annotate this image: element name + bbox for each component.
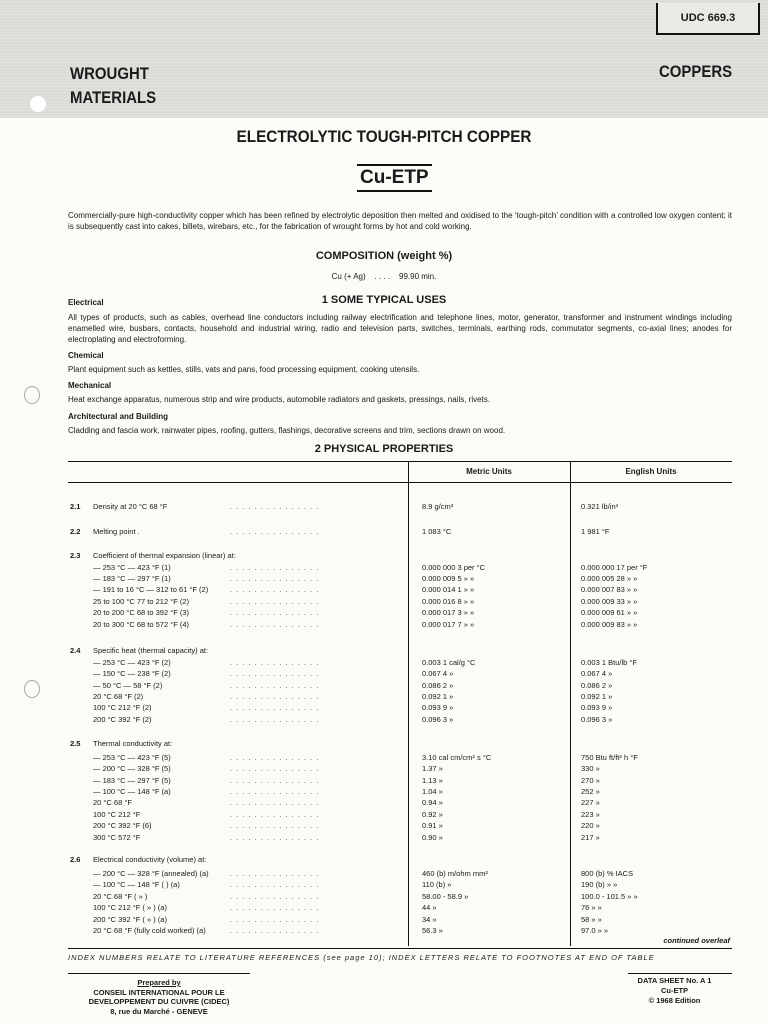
row-label: 20 °C 68 °F bbox=[93, 798, 132, 807]
metric-value: 56.3 » bbox=[422, 926, 443, 935]
leader-dots: . . . . . . . . . . . . . . . bbox=[230, 608, 320, 617]
english-value: 0.000 007 83 » » bbox=[581, 585, 638, 594]
metric-value: 3.10 cal cm/cm² s °C bbox=[422, 753, 492, 762]
row-label: — 253 °C — 423 °F (2) bbox=[93, 658, 171, 667]
english-value: 0.093 9 » bbox=[581, 703, 613, 712]
column-header-metric: Metric Units bbox=[466, 467, 512, 476]
table-row bbox=[0, 681, 768, 691]
english-value: 0.000 009 33 » » bbox=[581, 597, 638, 606]
leader-dots: . . . . . . . . . . . . . . . bbox=[230, 915, 320, 924]
leader-dots: . . . . . . . . . . . . . . . bbox=[230, 903, 320, 912]
table-row bbox=[0, 669, 768, 679]
table-row bbox=[0, 608, 768, 618]
english-value: 97.0 » » bbox=[581, 926, 609, 935]
row-label: — 200 °C — 328 °F (annealed) (a) bbox=[93, 869, 209, 878]
row-label: 20 to 200 °C 68 to 392 °F (3) bbox=[93, 608, 190, 617]
table-rule bbox=[68, 482, 732, 483]
table-row bbox=[0, 833, 768, 843]
continued-note: continued overleaf bbox=[663, 936, 730, 945]
english-value: 0.096 3 » bbox=[581, 715, 613, 724]
row-label: 200 °C 392 °F (2) bbox=[93, 715, 152, 724]
composition-line bbox=[0, 272, 768, 281]
row-label: — 183 °C — 297 °F (1) bbox=[93, 574, 171, 583]
english-value: 0.000 009 83 » » bbox=[581, 620, 638, 629]
english-value: 0.000 005 28 » » bbox=[581, 574, 638, 583]
row-label: 20 to 300 °C 68 to 572 °F (4) bbox=[93, 620, 190, 629]
table-row bbox=[0, 892, 768, 902]
row-label: Thermal conductivity at: bbox=[93, 739, 173, 748]
leader-dots: . . . . . . . . . . . . . . . bbox=[230, 597, 320, 606]
metric-value: 1.13 » bbox=[422, 776, 443, 785]
english-value: 750 Btu ft/ft² h °F bbox=[581, 753, 638, 762]
udc-code: UDC 669.3 bbox=[656, 3, 760, 35]
row-number: 2.4 bbox=[70, 646, 81, 655]
row-label: 200 °C 392 °F ( » ) (a) bbox=[93, 915, 167, 924]
prepared-by-label: Prepared by bbox=[137, 978, 181, 987]
table-row bbox=[0, 903, 768, 913]
uses-title: 1 SOME TYPICAL USES bbox=[321, 294, 447, 306]
column-header-english: English Units bbox=[625, 467, 677, 476]
org-line-2: DEVELOPPEMENT DU CUIVRE (CIDEC) bbox=[88, 997, 230, 1006]
use-heading: Mechanical bbox=[68, 381, 112, 390]
english-value: 190 (b) » » bbox=[581, 880, 618, 889]
table-row bbox=[0, 574, 768, 584]
section-label-wrought: WROUGHT bbox=[70, 64, 149, 83]
table-row bbox=[0, 869, 768, 879]
data-sheet-block bbox=[617, 976, 732, 1006]
metric-value: 8.9 g/cm³ bbox=[422, 502, 454, 511]
english-value: 270 » bbox=[581, 776, 600, 785]
row-number: 2.3 bbox=[70, 551, 81, 560]
table-row bbox=[0, 597, 768, 607]
english-value: 76 » » bbox=[581, 903, 602, 912]
header-band bbox=[0, 0, 768, 118]
table-row bbox=[0, 715, 768, 725]
english-value: 0.092 1 » bbox=[581, 692, 613, 701]
use-text: Plant equipment such as kettles, stills, vats and pans, food processing equipment, cooking utensils. bbox=[68, 365, 420, 374]
metric-value: 0.000 009 5 » » bbox=[422, 574, 475, 583]
leader-dots: . . . . . . . . . . . . . . . bbox=[230, 563, 320, 572]
punch-hole-icon bbox=[24, 386, 40, 404]
use-text: Heat exchange apparatus, numerous strip and wire products, automobile radiators and gaskets, pressings, nails, rivets. bbox=[68, 395, 490, 404]
leader-dots: . . . . . . . . . . . . . . . bbox=[230, 753, 320, 762]
metric-value: 1.37 » bbox=[422, 764, 443, 773]
footer-rule bbox=[628, 973, 732, 974]
table-row bbox=[0, 620, 768, 630]
english-value: 220 » bbox=[581, 821, 600, 830]
row-label: 300 °C 572 °F bbox=[93, 833, 141, 842]
table-row bbox=[0, 776, 768, 786]
leader-dots: . . . . . . . . . . . . . . . bbox=[230, 585, 320, 594]
leader-dots: . . . . . . . . . . . . . . . bbox=[230, 620, 320, 629]
english-value: 1 981 °F bbox=[581, 527, 610, 536]
leader-dots: . . . . . . . . . . . . . . . bbox=[230, 798, 320, 807]
metric-value: 1 083 °C bbox=[422, 527, 452, 536]
leader-dots: . . . . . . . . . . . . . . . bbox=[230, 669, 320, 678]
metric-value: 1.04 » bbox=[422, 787, 443, 796]
row-label: — 253 °C — 423 °F (5) bbox=[93, 753, 171, 762]
row-label: — 100 °C — 148 °F (a) bbox=[93, 787, 171, 796]
row-label: — 150 °C — 238 °F (2) bbox=[93, 669, 171, 678]
leader-dots: . . . . . . . . . . . . . . . bbox=[230, 692, 320, 701]
metric-value: 0.92 » bbox=[422, 810, 443, 819]
row-label: Density at 20 °C 68 °F bbox=[93, 502, 168, 511]
page-title: ELECTROLYTIC TOUGH-PITCH COPPER bbox=[236, 127, 532, 146]
table-row bbox=[0, 551, 768, 561]
leader-dots: . . . . . . . . . . . . . . . bbox=[230, 703, 320, 712]
metric-value: 460 (b) m/ohm mm² bbox=[422, 869, 488, 878]
intro-paragraph: Commercially-pure high-conductivity copper which has been refined by electrolytic deposition then melted and oxidised to the ‘tough-pitch’ condition with a controlled low oxygen content; it is subsequently cast into cakes, billets, wirebars, etc., for the fabrication of wrought forms by hot and cold working. bbox=[68, 211, 732, 231]
table-row bbox=[0, 798, 768, 808]
table-row bbox=[0, 926, 768, 936]
leader-dots: . . . . . . . . . . . . . . . bbox=[230, 833, 320, 842]
use-text: Cladding and fascia work, rainwater pipes, roofing, gutters, flashings, decorative screens and trim, sections drawn on wood. bbox=[68, 426, 506, 435]
table-row bbox=[0, 787, 768, 797]
metric-value: 0.086 2 » bbox=[422, 681, 454, 690]
english-value: 0.086 2 » bbox=[581, 681, 613, 690]
metric-value: 110 (b) » bbox=[422, 880, 452, 889]
composition-element: Cu (+ Ag) bbox=[331, 272, 366, 281]
table-row bbox=[0, 585, 768, 595]
use-heading: Architectural and Building bbox=[68, 412, 169, 421]
use-text: All types of products, such as cables, overhead line conductors including railway electrification and telephone lines, motor, generator, transformer and instrument windings including enamelled wire, busbars, contacts, household and industrial wiring, radio and television parts, switches, terminals, earthing rods, commutator segments, co-axial lines; anodes for electroplating and electroforming. bbox=[68, 313, 732, 344]
metric-value: 0.000 014 1 » » bbox=[422, 585, 475, 594]
metric-value: 0.092 1 » bbox=[422, 692, 454, 701]
metric-value: 44 » bbox=[422, 903, 437, 912]
english-value: 100.0 - 101.5 » » bbox=[581, 892, 638, 901]
metric-value: 0.91 » bbox=[422, 821, 443, 830]
table-row bbox=[0, 703, 768, 713]
table-row bbox=[0, 880, 768, 890]
section-label-materials: MATERIALS bbox=[70, 88, 157, 107]
metric-value: 0.90 » bbox=[422, 833, 443, 842]
table-rule bbox=[68, 948, 732, 949]
metric-value: 58.00 - 58.9 » bbox=[422, 892, 469, 901]
english-value: 800 (b) % IACS bbox=[581, 869, 634, 878]
metric-value: 34 » bbox=[422, 915, 437, 924]
row-label: 25 to 100 °C 77 to 212 °F (2) bbox=[93, 597, 190, 606]
index-note: INDEX NUMBERS RELATE TO LITERATURE REFERENCES (see page 10); INDEX LETTERS RELATE TO FOOTNOTES AT END OF TABLE bbox=[68, 953, 655, 962]
section-label-left bbox=[70, 62, 156, 110]
row-label: — 50 °C — 58 °F (2) bbox=[93, 681, 163, 690]
row-label: 100 °C 212 °F ( » ) (a) bbox=[93, 903, 167, 912]
row-label: Specific heat (thermal capacity) at: bbox=[93, 646, 209, 655]
table-row bbox=[0, 764, 768, 774]
leader-dots: . . . . . . . . . . . . . . . bbox=[230, 764, 320, 773]
org-address: 8, rue du Marché - GENEVE bbox=[110, 1006, 208, 1016]
row-number: 2.2 bbox=[70, 527, 81, 536]
composition-dots: . . . . bbox=[374, 272, 391, 281]
english-value: 252 » bbox=[581, 787, 600, 796]
leader-dots: . . . . . . . . . . . . . . . bbox=[230, 787, 320, 796]
data-sheet-edition: © 1968 Edition bbox=[648, 996, 701, 1005]
row-label: Electrical conductivity (volume) at: bbox=[93, 855, 207, 864]
row-label: — 183 °C — 297 °F (5) bbox=[93, 776, 171, 785]
row-label: — 253 °C — 423 °F (1) bbox=[93, 563, 171, 572]
row-label: Melting point . bbox=[93, 527, 140, 536]
row-label: 100 °C 212 °F bbox=[93, 810, 141, 819]
prepared-by-block bbox=[68, 973, 250, 1016]
row-label: 200 °C 392 °F (6) bbox=[93, 821, 152, 830]
table-row bbox=[0, 502, 768, 512]
row-number: 2.5 bbox=[70, 739, 81, 748]
metric-value: 0.096 3 » bbox=[422, 715, 454, 724]
physical-title: 2 PHYSICAL PROPERTIES bbox=[314, 443, 454, 455]
table-row bbox=[0, 753, 768, 763]
row-label: — 200 °C — 328 °F (5) bbox=[93, 764, 171, 773]
leader-dots: . . . . . . . . . . . . . . . bbox=[230, 527, 320, 536]
row-number: 2.6 bbox=[70, 855, 81, 864]
table-row bbox=[0, 855, 768, 865]
row-number: 2.1 bbox=[70, 502, 81, 511]
leader-dots: . . . . . . . . . . . . . . . bbox=[230, 574, 320, 583]
metric-value: 0.000 017 7 » » bbox=[422, 620, 475, 629]
row-label: — 100 °C — 148 °F ( ) (a) bbox=[93, 880, 180, 889]
leader-dots: . . . . . . . . . . . . . . . bbox=[230, 810, 320, 819]
table-row bbox=[0, 527, 768, 537]
row-label: 100 °C 212 °F (2) bbox=[93, 703, 152, 712]
english-value: 227 » bbox=[581, 798, 600, 807]
metric-value: 0.000 016 8 » » bbox=[422, 597, 475, 606]
english-value: 0.321 lb/in³ bbox=[581, 502, 619, 511]
leader-dots: . . . . . . . . . . . . . . . bbox=[230, 681, 320, 690]
english-value: 0.000 009 61 » » bbox=[581, 608, 638, 617]
table-row bbox=[0, 810, 768, 820]
table-rule bbox=[68, 461, 732, 462]
leader-dots: . . . . . . . . . . . . . . . bbox=[230, 892, 320, 901]
use-heading: Chemical bbox=[68, 351, 104, 360]
table-row bbox=[0, 915, 768, 925]
row-label: Coefficient of thermal expansion (linear) at: bbox=[93, 551, 236, 560]
english-value: 58 » » bbox=[581, 915, 602, 924]
alloy-designation: Cu-ETP bbox=[357, 164, 432, 192]
english-value: 0.067 4 » bbox=[581, 669, 613, 678]
punch-hole-icon bbox=[30, 96, 46, 112]
data-sheet-number: DATA SHEET No. A 1 bbox=[637, 976, 712, 985]
org-line-1: CONSEIL INTERNATIONAL POUR LE bbox=[93, 987, 225, 997]
metric-value: 0.067 4 » bbox=[422, 669, 454, 678]
use-heading: Electrical bbox=[68, 298, 104, 307]
row-label: — 191 to 16 °C — 312 to 61 °F (2) bbox=[93, 585, 209, 594]
leader-dots: . . . . . . . . . . . . . . . bbox=[230, 776, 320, 785]
composition-value: 99.90 min. bbox=[399, 272, 437, 281]
row-label: 20 °C 68 °F ( » ) bbox=[93, 892, 148, 901]
leader-dots: . . . . . . . . . . . . . . . bbox=[230, 658, 320, 667]
table-row bbox=[0, 563, 768, 573]
section-label-right: COPPERS bbox=[658, 62, 732, 81]
data-sheet-code: Cu-ETP bbox=[660, 986, 689, 995]
english-value: 330 » bbox=[581, 764, 600, 773]
table-row bbox=[0, 692, 768, 702]
metric-value: 0.093 9 » bbox=[422, 703, 454, 712]
english-value: 0.000 000 17 per °F bbox=[581, 563, 648, 572]
english-value: 0.003 1 Btu/lb °F bbox=[581, 658, 637, 667]
table-row bbox=[0, 739, 768, 749]
table-row bbox=[0, 821, 768, 831]
row-label: 20 °C 68 °F (2) bbox=[93, 692, 144, 701]
table-row bbox=[0, 658, 768, 668]
leader-dots: . . . . . . . . . . . . . . . bbox=[230, 869, 320, 878]
leader-dots: . . . . . . . . . . . . . . . bbox=[230, 715, 320, 724]
metric-value: 0.000 017 3 » » bbox=[422, 608, 475, 617]
metric-value: 0.94 » bbox=[422, 798, 443, 807]
composition-title: COMPOSITION (weight %) bbox=[315, 250, 453, 262]
leader-dots: . . . . . . . . . . . . . . . bbox=[230, 502, 320, 511]
metric-value: 0.003 1 cal/g °C bbox=[422, 658, 476, 667]
leader-dots: . . . . . . . . . . . . . . . bbox=[230, 821, 320, 830]
english-value: 223 » bbox=[581, 810, 600, 819]
table-row bbox=[0, 646, 768, 656]
row-label: 20 °C 68 °F (fully cold worked) (a) bbox=[93, 926, 206, 935]
leader-dots: . . . . . . . . . . . . . . . bbox=[230, 926, 320, 935]
english-value: 217 » bbox=[581, 833, 600, 842]
metric-value: 0.000 000 3 per °C bbox=[422, 563, 486, 572]
leader-dots: . . . . . . . . . . . . . . . bbox=[230, 880, 320, 889]
